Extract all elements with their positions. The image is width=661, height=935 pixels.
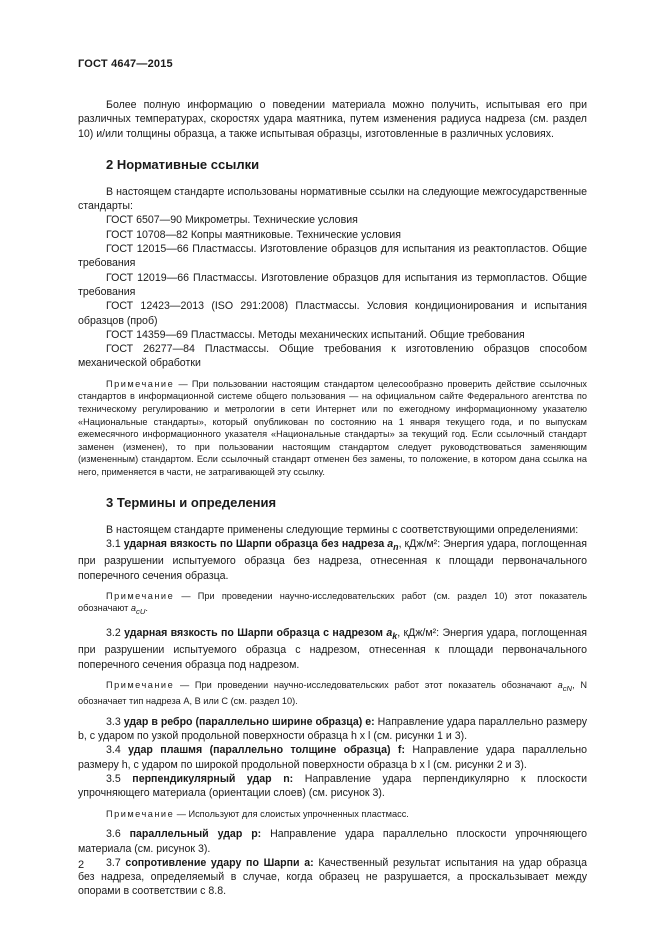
ref-item: ГОСТ 10708—82 Копры маятниковые. Технические условия — [106, 228, 401, 241]
section-3-lead: В настоящем стандарте применены следующие термины с соответствующими определениями: — [106, 523, 579, 536]
note-3-1: Примечание — При проведении научно-исследовательских работ (см. раздел 10) этот показатель обозначают $a_{cU}$. — [78, 590, 587, 617]
ref-item: ГОСТ 26277—84 Пластмассы. Общие требования к изготовлению образцов способом механической обработки — [78, 343, 587, 370]
section-2-title: 2 Нормативные ссылки — [106, 156, 260, 172]
term-3-4: 3.4 удар плашмя (параллельно толщине образца) f: Направление удара параллельно размеру h, с ударом по широкой продольной поверхности образца b x l (см. рисунки 2 и 3). — [78, 744, 587, 771]
intro-paragraph: Более полную информацию о поведении материала можно получить, испытывая его при различных температурах, скоростях удара маятника, путем изменения радиуса надреза (см. раздел 10) и/или толщины образца, а также испытывая образцы, изготовленные в различных условиях. — [78, 99, 587, 140]
page-content — [78, 98, 587, 899]
section-2-lead: В настоящем стандарте использованы нормативные ссылки на следующие межгосударственные стандарты: — [78, 185, 587, 213]
note-label: Примечание — [106, 378, 175, 389]
ref-item: ГОСТ 12015—66 Пластмассы. Изготовление образцов для испытания из реактопластов. Общие требования — [78, 243, 587, 270]
page-number: 2 — [78, 859, 85, 871]
ref-item: ГОСТ 14359—69 Пластмассы. Методы механических испытаний. Общие требования — [106, 328, 525, 341]
note-3-5: Примечание — Используют для слоистых упрочненных пластмасс. — [106, 808, 409, 819]
term-3-7: 3.7 сопротивление удару по Шарпи a: Качественный результат испытания на удар образца без надреза, определяемый в случае, когда образец не разрушается, а проскальзывает между опорами в соответствии с 8.8. — [78, 856, 588, 898]
section-3-title: 3 Термины и определения — [106, 494, 277, 510]
term-3-1: 3.1 ударная вязкость по Шарпи образца без надреза $a_n$, кДж/м²: Энергия удара, поглощенная при разрушении испытуемого образца без надреза, отнесенная к площади первоначального поперечного сечения образца. — [78, 537, 588, 582]
term-3-5: 3.5 перпендикулярный удар n: Направление удара перпендикулярно к плоскости упрочняющего материала (ориентации слоев) (см. рисунок 3). — [78, 773, 588, 800]
ref-item: ГОСТ 12423—2013 (ISO 291:2008) Пластмассы. Условия кондиционирования и испытания образцов (проб) — [78, 300, 587, 327]
ref-item: ГОСТ 6507—90 Микрометры. Технические условия — [106, 214, 358, 227]
note-3-2: Примечание — При проведении научно-исследовательских работ этот показатель обозначают $a_{cN}$, N обозначает тип надреза A, B или C (см. раздел 10). — [78, 679, 587, 707]
ref-item: ГОСТ 12019—66 Пластмассы. Изготовление образцов для испытания из термопластов. Общие требования — [78, 271, 587, 298]
section-2-note — [78, 378, 587, 479]
term-3-2: 3.2 ударная вязкость по Шарпи образца с надрезом $a_k$, кДж/м²: Энергия удара, поглощенная при разрушении испытуемого образца с надрезом, отнесенная к площади первоначального поперечного сечения образца под надрезом. — [78, 626, 588, 671]
term-3-3: 3.3 удар в ребро (параллельно ширине образца) e: Направление удара параллельно размеру b, с ударом по узкой продольной поверхности образца h x l (см. рисунки 1 и 3). — [78, 715, 588, 743]
page-header: ГОСТ 4647—2015 — [78, 58, 173, 70]
note-text: — При пользовании настоящим стандартом целесообразно проверить действие ссылочных стандартов в информационной системе общего пользования — на официальном сайте Федерального агентства по техническому регулированию и метрологии в сети Интернет или по ежегодному информационному указателю «Национальные стандарты», который опубликован по состоянию на 1 января текущего года, и по выпускам ежемесячного информационного указателя «Национальные стандарты» за текущий год. Если ссылочный стандарт заменен (изменен), то при пользовании настоящим стандартом следует руководствоваться заменяющим (измененным) стандартом. Если ссылочный стандарт отменен без замены, то положение, в котором дана ссылка на него, применяется в части, не затрагивающей эту ссылку. — [78, 378, 587, 477]
term-3-6: 3.6 параллельный удар p: Направление удара параллельно плоскости упрочняющего материала (см. рисунок 3). — [78, 828, 587, 855]
